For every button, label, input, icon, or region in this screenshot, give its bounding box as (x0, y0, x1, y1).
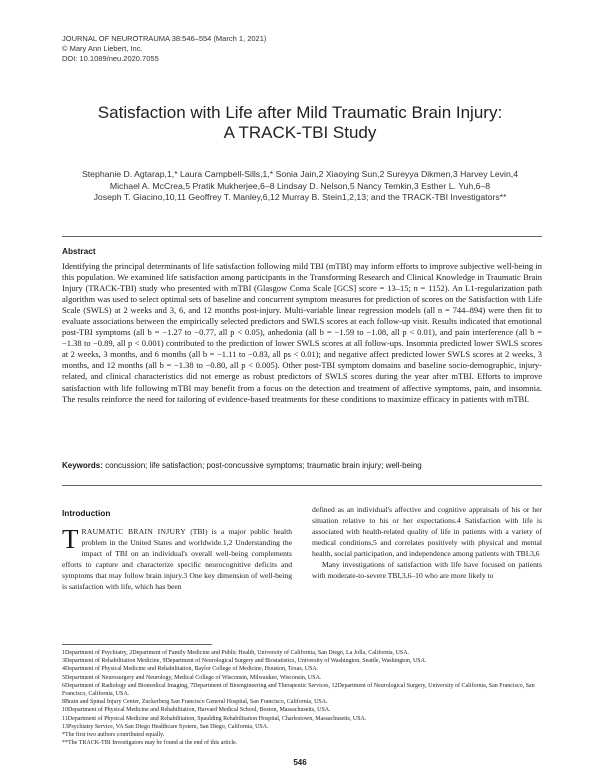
title-line-1: Satisfaction with Life after Mild Traumatic Brain Injury: (97, 103, 503, 122)
article-title (40, 103, 560, 143)
intro-paragraph-1: (TBI) is a major public health problem in the United States and worldwide.1,2 Understanding the impact of TBI on an individual's overall well-being complements efforts to capture and characterize specific neurocognitive deficits and symptoms that may follow brain injury.3 One key dimension of well-being is satisfaction with life, which has been (62, 527, 293, 592)
footnote: 8Brain and Spinal Injury Center, Zuckerberg San Francisco General Hospital, San Francisco, California, USA. (62, 699, 328, 706)
footnote: 13Psychiatry Service, VA San Diego Healthcare System, San Diego, California, USA. (62, 723, 269, 730)
page-number: 546 (293, 758, 307, 767)
drop-cap: T (62, 524, 79, 554)
footnote: *The first two authors contributed equally. (62, 732, 165, 739)
introduction-heading: Introduction (62, 508, 111, 518)
footnotes (62, 649, 542, 747)
footnote: 3Department of Rehabilitation Medicine, 9Department of Neurological Surgery and Biostatistics, University of Washington, Seattle, Washington, USA. (62, 658, 427, 665)
footnote: **The TRACK-TBI Investigators may be found at the end of this article. (62, 740, 238, 747)
divider-bottom (62, 485, 542, 486)
authors-line-2: Michael A. McCrea,5 Pratik Mukherjee,6–8 Lindsay D. Nelson,5 Nancy Temkin,3 Esther L. Yuh,6–8 (109, 180, 491, 191)
title-line-2: A TRACK-TBI Study (223, 123, 377, 142)
abstract-text: Identifying the principal determinants of life satisfaction following mild TBI (mTBI) may inform efforts to improve subjective well-being in this population. We examined life satisfaction among participants in the Transforming Research and Clinical Knowledge in Traumatic Brain Injury (TRACK-TBI) study who presented with mTBI (Glasgow Coma Scale [GCS] score = 13–15; n = 1152). An L1-regularization path algorithm was used to select optimal sets of baseline and concurrent symptom measures for prediction of scores on the Satisfaction with Life Scale (SWLS) at 2 weeks and 3, 6, and 12 months post-injury. Multi-variable linear regression models (all n = 744–894) were then fit to evaluate associations between the empirically selected predictors and SWLS scores at each follow-up visit. Results indicated that emotional post-TBI symptoms (all b = −1.27 to −0.77, all p < 0.05), anhedonia (all b = −1.59 to −1.08, all p < 0.01), and pain interference (all b = −1.38 to −0.89, all p < 0.001) contributed to the prediction of lower SWLS scores at all follow-ups. Insomnia predicted lower SWLS scores at 2 weeks, 3 months, and 6 months (all b = −1.11 to −0.83, all ps < 0.01); and negative affect predicted lower SWLS scores at 2 weeks, 3 months, and 12 months (all b = −1.38 to −0.80, all p < 0.005). Other post-TBI symptom domains and baseline socio-demographic, injury-related, and clinical characteristics did not emerge as robust predictors of SWLS scores during the year after mTBI. Efforts to improve satisfaction with life following mTBI may benefit from a focus on the detection and treatment of affective symptoms, pain, and insomnia. The results reinforce the need for tailoring of evidence-based treatments for these conditions to maximize efficacy in patients with mTBI. (62, 261, 542, 404)
footnote: 10Department of Physical Medicine and Rehabilitation, Harvard Medical School, Boston, Massachusetts, USA. (62, 707, 331, 714)
author-list (40, 169, 560, 204)
journal-citation: JOURNAL OF NEUROTRAUMA 38:546–554 (March 1, 2021) (62, 34, 267, 43)
footnote: 1Department of Psychiatry, 2Department of Family Medicine and Public Health, University of California, San Diego, La Jolla, California, USA. (62, 650, 410, 656)
abstract-heading: Abstract (62, 246, 96, 256)
keywords-text: concussion; life satisfaction; post-concussive symptoms; traumatic brain injury; well-being (105, 461, 422, 470)
intro-paragraph-2: defined as an individual's affective and cognitive appraisals of his or her situation relative to his or her expectations.4 Satisfaction with life is associated with health-related quality of life in patients with a variety of medical conditions,5 and correlates positively with physical and mental health, social participation, and independence among patients with TBI.3,6 (312, 505, 542, 559)
intro-column-left (62, 526, 292, 592)
divider-top (62, 236, 542, 237)
footnote: 6Department of Radiology and Biomedical Imaging, 7Department of Bioengineering and Therapeutic Services, 12Department of Neurological Surgery, University of California, San Francisco, San Francisco, California, USA. (62, 682, 535, 698)
footnote: 11Department of Physical Medicine and Rehabilitation, Spaulding Rehabilitation Hospital, Charlestown, Massachusetts, USA. (62, 715, 367, 722)
copyright: © Mary Ann Liebert, Inc. (62, 43, 143, 53)
keywords (62, 461, 542, 471)
footnote: 4Department of Physical Medicine and Rehabilitation, Baylor College of Medicine, Houston, Texas, USA. (62, 666, 319, 673)
doi: DOI: 10.1089/neu.2020.7055 (62, 53, 159, 63)
intro-paragraph-3: Many investigations of satisfaction with life have focused on patients with moderate-to-severe TBI,3,6–10 who are more likely to (312, 560, 542, 581)
keywords-label: Keywords: (62, 461, 103, 470)
intro-column-right (312, 504, 542, 581)
authors-line-1: Stephanie D. Agtarap,1,* Laura Campbell-Sills,1,* Sonia Jain,2 Xiaoying Sun,2 Sureyya Dikmen,3 Harvey Levin,4 (81, 169, 519, 179)
intro-smallcaps: RAUMATIC BRAIN INJURY (81, 527, 187, 536)
footnote: 5Department of Neurosurgery and Neurology, Medical College of Wisconsin, Milwaukee, Wisconsin, USA. (62, 674, 322, 681)
journal-header (62, 34, 266, 63)
footnote-divider (62, 644, 212, 645)
authors-line-3: Joseph T. Giacino,10,11 Geoffrey T. Manley,6,12 Murray B. Stein1,2,13; and the TRACK-TBI Investigators** (93, 192, 507, 203)
